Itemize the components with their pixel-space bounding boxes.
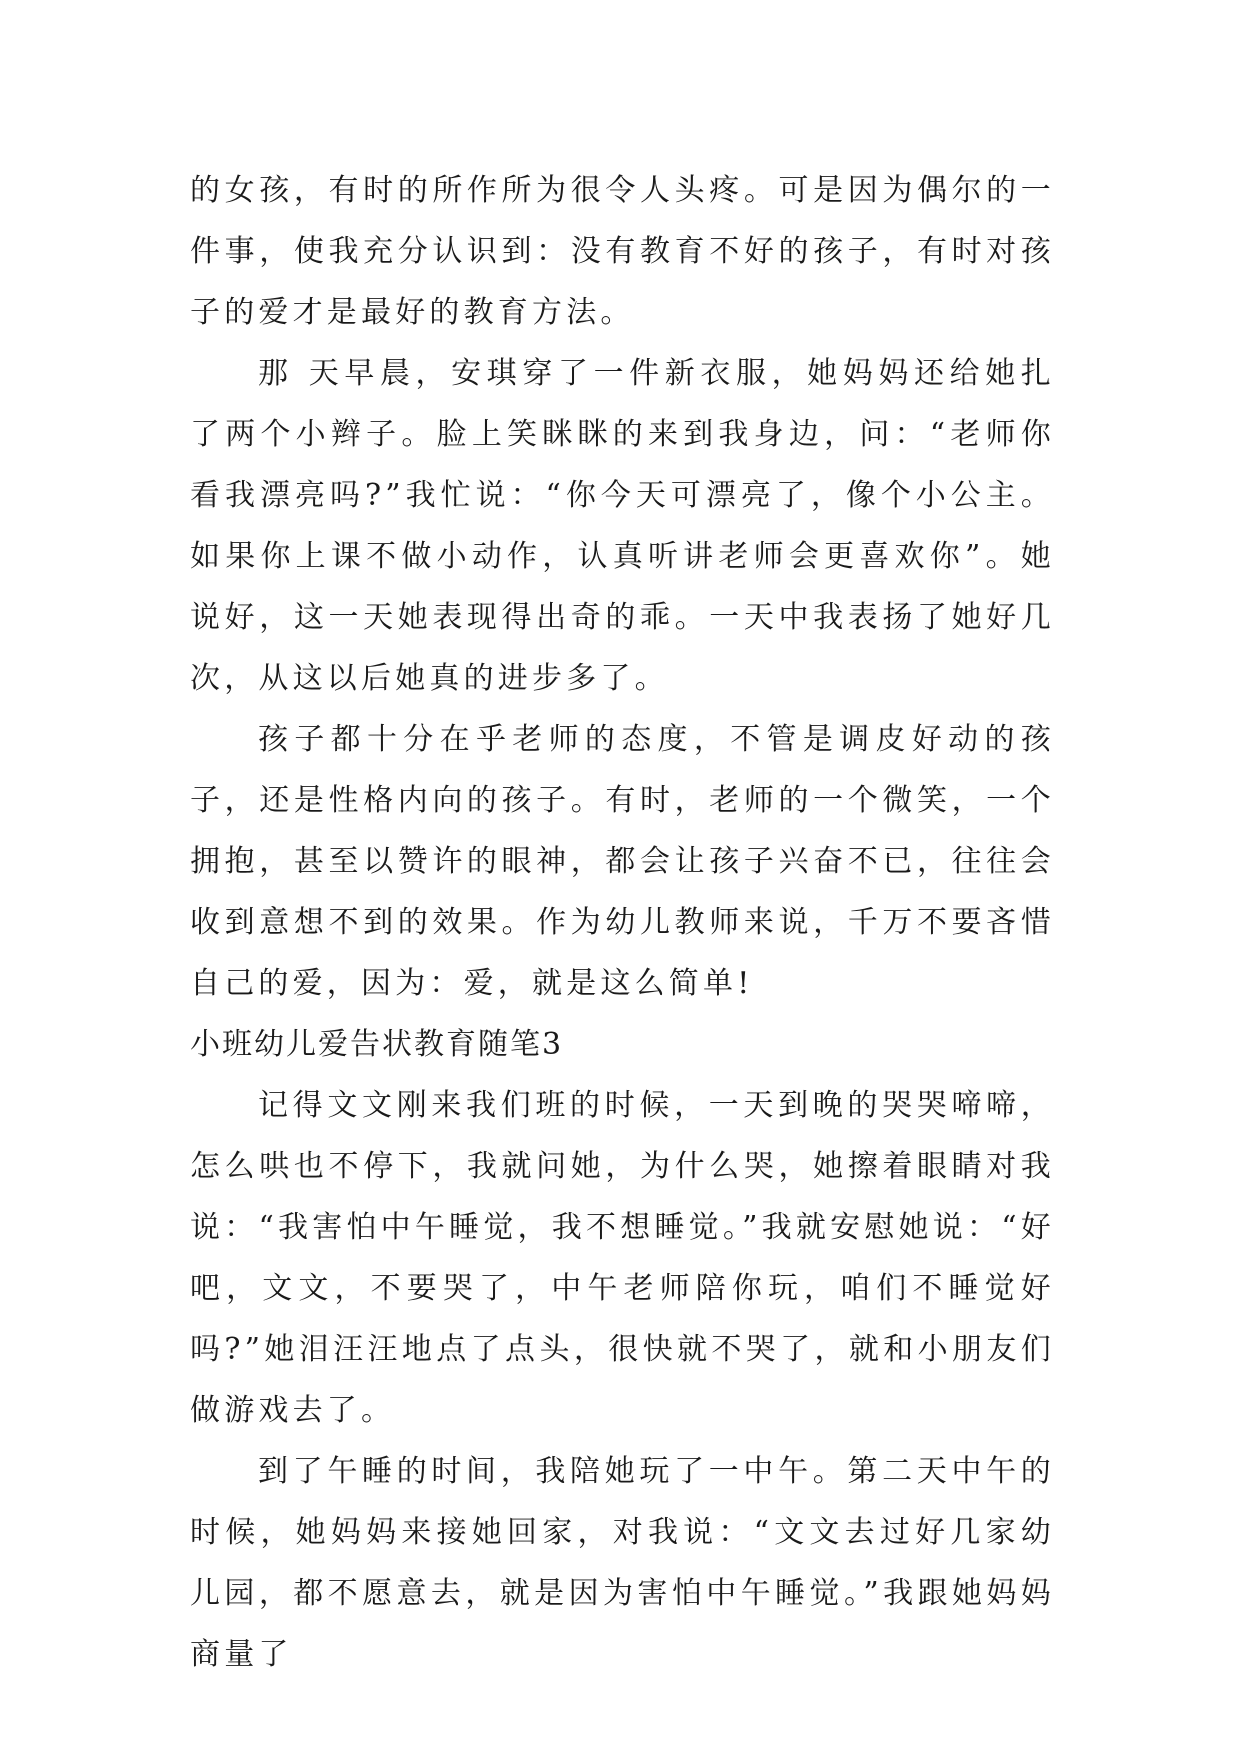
paragraph: 到了午睡的时间，我陪她玩了一中午。第二天中午的时候，她妈妈来接她回家，对我说：“文文去过好几家幼儿园，都不愿意去，就是因为害怕中午睡觉。”我跟她妈妈商量了 (190, 1454, 1055, 1672)
paragraph: 孩子都十分在乎老师的态度，不管是调皮好动的孩子，还是性格内向的孩子。有时，老师的一个微笑，一个拥抱，甚至以赞许的眼神，都会让孩子兴奋不已，往往会收到意想不到的效果。作为幼儿教师来说，千万不要吝惜自己的爱，因为：爱，就是这么简单! (190, 722, 1055, 1001)
paragraph: 的女孩，有时的所作所为很令人头疼。可是因为偶尔的一件事，使我充分认识到：没有教育不好的孩子，有时对孩子的爱才是最好的教育方法。 (190, 173, 1055, 330)
section-heading: 小班幼儿爱告状教育随笔3 (190, 1027, 564, 1062)
paragraph: 那 天早晨，安琪穿了一件新衣服，她妈妈还给她扎了两个小辫子。脸上笑眯眯的来到我身边，问：“老师你看我漂亮吗?”我忙说：“你今天可漂亮了，像个小公主。如果你上课不做小动作，认真听讲老师会更喜欢你”。她说好，这一天她表现得出奇的乖。一天中我表扬了她好几次，从这以后她真的进步多了。 (190, 356, 1055, 696)
document-body (190, 160, 1055, 1685)
paragraph: 记得文文刚来我们班的时候，一天到晚的哭哭啼啼，怎么哄也不停下，我就问她，为什么哭，她擦着眼睛对我说：“我害怕中午睡觉，我不想睡觉。”我就安慰她说：“好吧，文文，不要哭了，中午老师陪你玩，咱们不睡觉好吗?”她泪汪汪地点了点头，很快就不哭了，就和小朋友们做游戏去了。 (190, 1088, 1055, 1428)
